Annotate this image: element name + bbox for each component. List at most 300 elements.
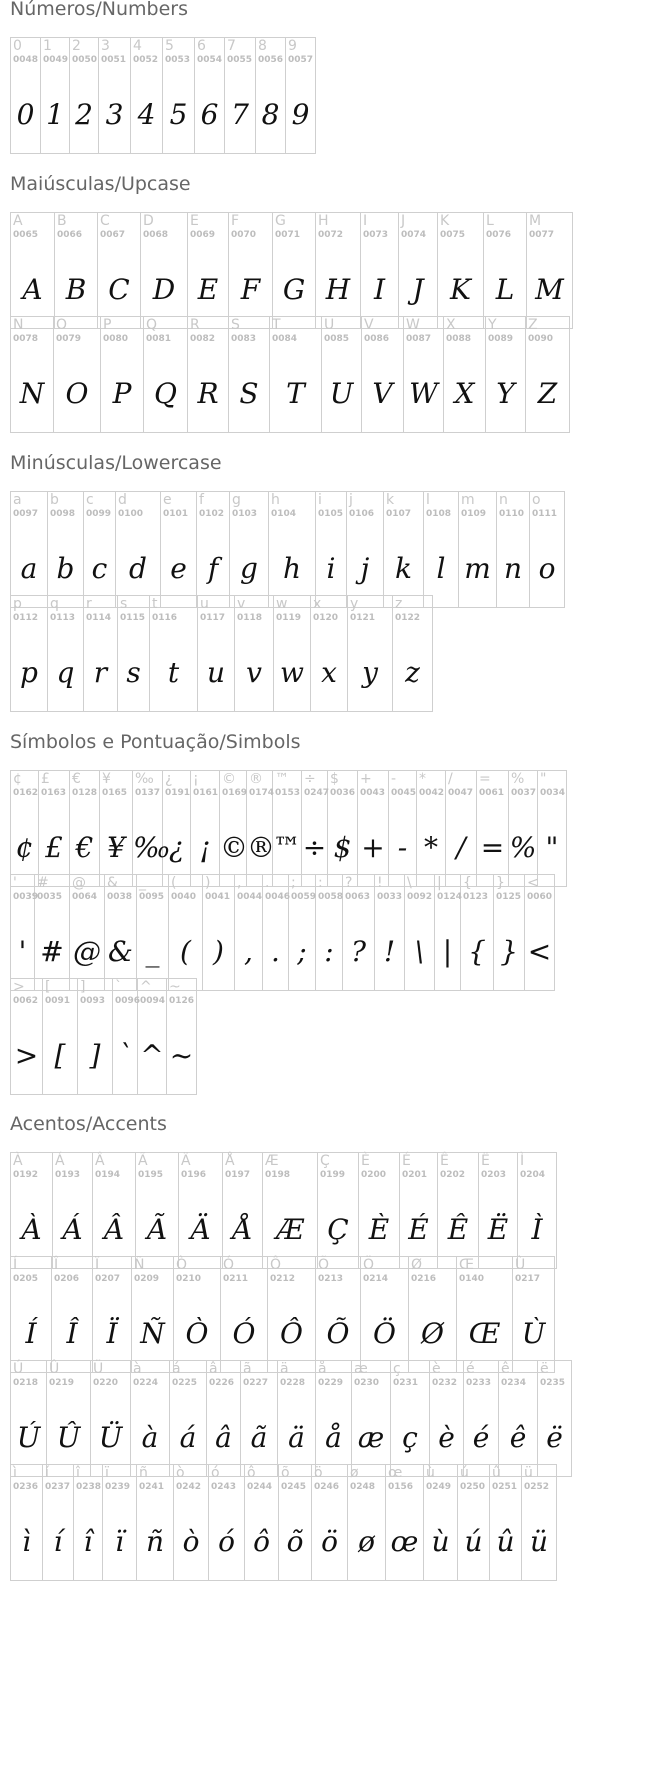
- glyph-code-label: 0214: [363, 1274, 389, 1284]
- glyph-code-label: 0246: [314, 1482, 340, 1492]
- glyph-character-label: k: [386, 492, 395, 508]
- glyph-sample: ~: [169, 1039, 194, 1072]
- glyph-sample: ]: [89, 1039, 101, 1072]
- glyph-cell: [477, 771, 509, 886]
- glyph-sample: I: [373, 273, 386, 306]
- glyph-code-label: 0111: [532, 509, 558, 519]
- glyph-code-label: 0039: [13, 892, 39, 902]
- glyph-cell: [11, 213, 55, 328]
- glyph-code-label: 0199: [320, 1170, 346, 1180]
- glyph-cell: [179, 1153, 223, 1268]
- glyph-character-label: G: [275, 213, 286, 229]
- glyph-sample: Ô: [280, 1317, 303, 1350]
- glyph-sample: 2: [75, 98, 93, 131]
- glyph-sample: y: [362, 656, 378, 689]
- glyph-character-label: (: [171, 875, 177, 891]
- glyph-character-label: Û: [49, 1361, 60, 1377]
- glyph-code-label: 0034: [540, 788, 566, 798]
- glyph-character-label: ê: [501, 1361, 510, 1377]
- glyph-character-label: Æ: [265, 1153, 279, 1169]
- glyph-cell: [113, 979, 141, 1094]
- glyph-character-label: ¿: [165, 771, 173, 787]
- glyph-code-label: 0169: [222, 788, 248, 798]
- glyph-sample: Á: [62, 1213, 83, 1246]
- glyph-character-label: ‰: [135, 771, 154, 787]
- glyph-sample: ,: [244, 935, 253, 968]
- glyph-sample: c: [91, 552, 108, 585]
- glyph-sample: ¥: [107, 831, 125, 864]
- glyph-cell: [70, 875, 105, 990]
- glyph-row: [10, 978, 197, 1095]
- glyph-code-label: 0227: [243, 1378, 269, 1388]
- glyph-character-label: l: [426, 492, 430, 508]
- glyph-character-label: õ: [281, 1465, 290, 1481]
- glyph-character-label: |: [437, 875, 442, 891]
- glyph-cell: [538, 771, 567, 886]
- glyph-cell: [316, 492, 347, 607]
- glyph-sample: ¿: [168, 831, 184, 864]
- glyph-character-label: S: [231, 317, 240, 333]
- glyph-character-label: =: [479, 771, 491, 787]
- glyph-cell: [274, 596, 311, 711]
- glyph-cell: [131, 38, 163, 153]
- glyph-row: [10, 770, 567, 887]
- glyph-code-label: 0120: [313, 613, 339, 623]
- glyph-sample: /: [456, 831, 466, 864]
- glyph-sample: ": [545, 831, 559, 864]
- glyph-character-label: ì: [13, 1465, 17, 1481]
- glyph-cell: [318, 1153, 359, 1268]
- glyph-character-label: ~: [169, 979, 181, 995]
- glyph-cell: [116, 492, 161, 607]
- glyph-cell: [316, 875, 343, 990]
- glyph-cell: [522, 1465, 557, 1580]
- glyph-row: [10, 874, 555, 991]
- glyph-cell: [430, 1361, 464, 1476]
- glyph-character-label: 7: [227, 38, 236, 54]
- glyph-sample: €: [75, 831, 94, 864]
- glyph-character-label: ï: [105, 1465, 109, 1481]
- glyph-cell: [132, 1257, 174, 1372]
- glyph-sample: ö: [321, 1525, 338, 1558]
- glyph-character-label: á: [172, 1361, 181, 1377]
- glyph-character-label: ): [205, 875, 211, 891]
- section-title: Maiúsculas/Upcase: [10, 173, 191, 195]
- glyph-code-label: 0095: [139, 892, 165, 902]
- glyph-code-label: 0051: [101, 55, 127, 65]
- glyph-code-label: 0097: [13, 509, 39, 519]
- glyph-code-label: 0061: [479, 788, 505, 798]
- glyph-code-label: 0229: [318, 1378, 344, 1388]
- glyph-cell: [241, 1361, 278, 1476]
- glyph-code-label: 0053: [165, 55, 191, 65]
- glyph-code-label: 0237: [45, 1482, 71, 1492]
- section-title: Números/Numbers: [10, 0, 188, 20]
- glyph-code-label: 0243: [211, 1482, 237, 1492]
- glyph-sample: a: [20, 552, 38, 585]
- glyph-cell: [188, 213, 229, 328]
- glyph-sample: 9: [291, 98, 310, 131]
- glyph-code-label: 0244: [247, 1482, 273, 1492]
- glyph-character-label: œ: [388, 1465, 403, 1481]
- glyph-character-label: .: [265, 875, 270, 891]
- glyph-code-label: 0089: [488, 334, 514, 344]
- glyph-character-label: N: [13, 317, 24, 333]
- glyph-character-label: í: [45, 1465, 49, 1481]
- glyph-cell: [11, 979, 43, 1094]
- glyph-cell: [35, 875, 70, 990]
- glyph-cell: [278, 1361, 316, 1476]
- glyph-code-label: 0207: [95, 1274, 121, 1284]
- glyph-character-label: i: [318, 492, 322, 508]
- glyph-character-label: s: [120, 596, 128, 612]
- glyph-sample: Ú: [16, 1421, 41, 1454]
- glyph-code-label: 0101: [163, 509, 189, 519]
- glyph-character-label: #: [37, 875, 49, 891]
- glyph-row: [10, 595, 433, 712]
- glyph-cell: [405, 875, 435, 990]
- glyph-sample: B: [65, 273, 87, 306]
- glyph-sample: ñ: [145, 1525, 165, 1558]
- glyph-cell: [100, 771, 133, 886]
- glyph-cell: [263, 1153, 318, 1268]
- glyph-character-label: 9: [288, 38, 297, 54]
- glyph-cell: [269, 492, 316, 607]
- glyph-sample: ¡: [199, 831, 211, 864]
- glyph-sample: È: [368, 1213, 390, 1246]
- glyph-sample: ó: [218, 1525, 235, 1558]
- glyph-character-label: ¡: [193, 771, 199, 787]
- glyph-cell: [347, 492, 384, 607]
- glyph-sample: .: [271, 935, 280, 968]
- glyph-sample: Ù: [521, 1317, 546, 1350]
- glyph-code-label: 0099: [86, 509, 112, 519]
- glyph-character-label: *: [419, 771, 426, 787]
- glyph-character-label: 3: [101, 38, 110, 54]
- glyph-character-label: Ã: [138, 1153, 148, 1169]
- glyph-code-label: 0123: [463, 892, 489, 902]
- glyph-cell: [386, 1465, 424, 1580]
- glyph-sample: Y: [496, 377, 515, 410]
- glyph-cell: [527, 213, 573, 328]
- glyph-cell: [229, 213, 273, 328]
- glyph-cell: [393, 596, 433, 711]
- glyph-sample: e: [170, 552, 187, 585]
- glyph-row: [10, 491, 565, 608]
- glyph-cell: [105, 875, 137, 990]
- glyph-character-label: ,: [237, 875, 242, 891]
- glyph-cell: [70, 38, 99, 153]
- glyph-code-label: 0045: [391, 788, 417, 798]
- glyph-sample: :: [324, 935, 334, 968]
- glyph-sample: h: [282, 552, 302, 585]
- glyph-cell: [263, 875, 289, 990]
- glyph-character-label: 5: [165, 38, 174, 54]
- glyph-cell: [273, 213, 316, 328]
- glyph-code-label: 0224: [133, 1378, 159, 1388]
- glyph-sample: £: [45, 831, 63, 864]
- glyph-code-label: 0086: [364, 334, 390, 344]
- glyph-character-label: ë: [540, 1361, 549, 1377]
- glyph-cell: [235, 875, 263, 990]
- glyph-code-label: 0076: [486, 230, 512, 240]
- glyph-character-label: Ë: [481, 1153, 490, 1169]
- glyph-character-label: r: [86, 596, 92, 612]
- glyph-character-label: L: [486, 213, 494, 229]
- glyph-code-label: 0128: [72, 788, 98, 798]
- glyph-sample: 8: [261, 98, 280, 131]
- glyph-cell: [144, 317, 188, 432]
- glyph-cell: [270, 317, 322, 432]
- glyph-character-label: ú: [460, 1465, 469, 1481]
- glyph-code-label: 0043: [360, 788, 386, 798]
- glyph-sample: í: [53, 1525, 63, 1558]
- glyph-code-label: 0059: [291, 892, 317, 902]
- glyph-character-label: ö: [314, 1465, 323, 1481]
- glyph-character-label: >: [13, 979, 25, 995]
- glyph-character-label: 8: [258, 38, 267, 54]
- glyph-cell: [93, 1153, 136, 1268]
- glyph-code-label: 0062: [13, 996, 39, 1006]
- glyph-code-label: 0063: [345, 892, 371, 902]
- glyph-character-label: -: [391, 771, 397, 787]
- glyph-sample: Ò: [185, 1317, 209, 1350]
- glyph-sample: Ó: [232, 1317, 256, 1350]
- glyph-code-label: 0210: [176, 1274, 202, 1284]
- glyph-cell: [98, 213, 141, 328]
- glyph-code-label: 0057: [288, 55, 314, 65]
- glyph-character-label: Ö: [363, 1257, 375, 1273]
- glyph-cell: [322, 317, 362, 432]
- glyph-character-label: ÷: [304, 771, 316, 787]
- glyph-code-label: 0212: [270, 1274, 296, 1284]
- glyph-code-label: 0070: [231, 230, 257, 240]
- glyph-sample: ^: [140, 1039, 164, 1072]
- glyph-sample: i: [326, 552, 336, 585]
- glyph-character-label: ™: [275, 771, 289, 787]
- glyph-code-label: 0085: [324, 334, 350, 344]
- glyph-code-label: 0068: [143, 230, 169, 240]
- glyph-cell: [136, 1153, 179, 1268]
- glyph-sample: è: [438, 1421, 455, 1454]
- glyph-sample: p: [20, 656, 38, 689]
- glyph-sample: Ë: [487, 1213, 509, 1246]
- glyph-code-label: 0084: [272, 334, 298, 344]
- glyph-character-label: E: [190, 213, 199, 229]
- glyph-cell: [348, 1465, 386, 1580]
- glyph-cell: [538, 1361, 572, 1476]
- glyph-cell: [209, 1465, 245, 1580]
- glyph-character-label: e: [163, 492, 172, 508]
- glyph-code-label: 0162: [13, 788, 39, 798]
- glyph-code-label: 0235: [540, 1378, 566, 1388]
- glyph-cell: [48, 596, 84, 711]
- glyph-code-label: 0093: [80, 996, 106, 1006]
- glyph-cell: [221, 1257, 268, 1372]
- glyph-character-label: ç: [393, 1361, 401, 1377]
- glyph-code-label: 0125: [496, 892, 522, 902]
- glyph-code-label: 0198: [265, 1170, 291, 1180]
- glyph-character-label: _: [139, 875, 146, 891]
- glyph-sample: *: [424, 831, 438, 864]
- glyph-code-label: 0196: [181, 1170, 207, 1180]
- section-title: Acentos/Accents: [10, 1113, 167, 1135]
- glyph-cell: [163, 771, 191, 886]
- glyph-sample: ?: [350, 935, 366, 968]
- section-title: Minúsculas/Lowercase: [10, 452, 222, 474]
- glyph-cell: [358, 771, 389, 886]
- glyph-code-label: 0058: [318, 892, 344, 902]
- glyph-cell: [197, 492, 230, 607]
- glyph-cell: [484, 213, 527, 328]
- glyph-cell: [384, 492, 424, 607]
- glyph-cell: [11, 771, 39, 886]
- glyph-sample: ù: [431, 1525, 450, 1558]
- glyph-character-label: ": [540, 771, 547, 787]
- glyph-character-label: a: [13, 492, 22, 508]
- glyph-sample: É: [408, 1213, 429, 1246]
- glyph-code-label: 0052: [133, 55, 159, 65]
- glyph-character-label: Ú: [13, 1361, 24, 1377]
- glyph-cell: [137, 1465, 174, 1580]
- glyph-cell: [43, 979, 78, 1094]
- glyph-cell: [435, 875, 461, 990]
- glyph-code-label: 0192: [13, 1170, 39, 1180]
- glyph-character-label: É: [402, 1153, 411, 1169]
- glyph-code-label: 0067: [100, 230, 126, 240]
- glyph-character-label: {: [463, 875, 472, 891]
- glyph-character-label: Ò: [176, 1257, 188, 1273]
- glyph-code-label: 0217: [515, 1274, 541, 1284]
- glyph-cell: [84, 492, 116, 607]
- glyph-sample: =: [480, 831, 505, 864]
- glyph-sample: ò: [182, 1525, 200, 1558]
- glyph-code-label: 0195: [138, 1170, 164, 1180]
- glyph-code-label: 0048: [13, 55, 39, 65]
- glyph-code-label: 0121: [350, 613, 376, 623]
- section-title: Símbolos e Pontuação/Simbols: [10, 731, 301, 753]
- glyph-row: [10, 1152, 557, 1269]
- glyph-sample: Ü: [98, 1421, 123, 1454]
- glyph-code-label: 0206: [54, 1274, 80, 1284]
- glyph-sample: D: [152, 273, 176, 306]
- glyph-character-label: f: [199, 492, 204, 508]
- glyph-cell: [286, 38, 316, 153]
- glyph-cell: [207, 1361, 241, 1476]
- glyph-character-label: ': [13, 875, 17, 891]
- glyph-cell: [161, 492, 197, 607]
- glyph-sample: $: [333, 831, 352, 864]
- glyph-sample: [: [54, 1039, 66, 1072]
- glyph-cell: [70, 771, 100, 886]
- glyph-character-label: ó: [211, 1465, 220, 1481]
- glyph-cell: [486, 317, 526, 432]
- glyph-character-label: `: [115, 979, 122, 995]
- glyph-code-label: 0105: [318, 509, 344, 519]
- glyph-cell: [167, 979, 197, 1094]
- glyph-cell: [195, 38, 225, 153]
- glyph-character-label: ô: [247, 1465, 256, 1481]
- glyph-cell: [220, 771, 247, 886]
- glyph-code-label: 0230: [354, 1378, 380, 1388]
- glyph-code-label: 0203: [481, 1170, 507, 1180]
- glyph-cell: [409, 1257, 457, 1372]
- glyph-code-label: 0252: [524, 1482, 550, 1492]
- glyph-cell: [530, 492, 565, 607]
- glyph-code-label: 0126: [169, 996, 195, 1006]
- glyph-cell: [494, 875, 525, 990]
- glyph-character-label: K: [440, 213, 450, 229]
- glyph-sample: å: [325, 1421, 342, 1454]
- glyph-cell: [525, 875, 555, 990]
- glyph-code-label: 0079: [56, 334, 82, 344]
- glyph-character-label: <: [527, 875, 539, 891]
- glyph-cell: [312, 1465, 348, 1580]
- glyph-cell: [497, 492, 530, 607]
- glyph-character-label: ã: [243, 1361, 252, 1377]
- glyph-sample: ú: [464, 1525, 483, 1558]
- glyph-cell: [268, 1257, 316, 1372]
- glyph-sample: 5: [169, 98, 188, 131]
- glyph-cell: [328, 771, 358, 886]
- glyph-code-label: 0092: [407, 892, 433, 902]
- glyph-character-label: $: [330, 771, 339, 787]
- glyph-character-label: v: [237, 596, 246, 612]
- glyph-code-label: 0174: [249, 788, 275, 798]
- glyph-sample: q: [56, 656, 75, 689]
- glyph-cell: [78, 979, 113, 1094]
- glyph-code-label: 0040: [171, 892, 197, 902]
- glyph-cell: [458, 1465, 490, 1580]
- glyph-character-label: U: [324, 317, 335, 333]
- glyph-code-label: 0047: [448, 788, 474, 798]
- glyph-code-label: 0140: [459, 1274, 485, 1284]
- glyph-sample: Ì: [531, 1213, 543, 1246]
- glyph-sample: ï: [115, 1525, 124, 1558]
- glyph-sample: Ø: [421, 1317, 444, 1350]
- glyph-sample: s: [126, 656, 141, 689]
- glyph-character-label: Á: [55, 1153, 65, 1169]
- glyph-code-label: 0218: [13, 1378, 39, 1388]
- glyph-code-label: 0238: [76, 1482, 102, 1492]
- glyph-code-label: 0102: [199, 509, 225, 519]
- glyph-code-label: 0108: [426, 509, 452, 519]
- glyph-cell: [446, 771, 477, 886]
- glyph-cell: [464, 1361, 499, 1476]
- glyph-sample: Í: [25, 1317, 37, 1350]
- glyph-character-label: Î: [54, 1257, 59, 1273]
- glyph-sample: o: [538, 552, 556, 585]
- glyph-character-label: R: [190, 317, 200, 333]
- glyph-character-label: w: [276, 596, 288, 612]
- glyph-cell: [518, 1153, 557, 1268]
- glyph-character-label: é: [466, 1361, 475, 1377]
- glyph-sample: ä: [288, 1421, 305, 1454]
- glyph-sample: Œ: [468, 1317, 501, 1350]
- glyph-sample: Â: [103, 1213, 125, 1246]
- glyph-code-label: 0153: [275, 788, 301, 798]
- glyph-sample: æ: [357, 1421, 385, 1454]
- glyph-cell: [352, 1361, 391, 1476]
- glyph-cell: [11, 596, 48, 711]
- glyph-code-label: 0106: [349, 509, 375, 519]
- glyph-sample: à: [141, 1421, 159, 1454]
- glyph-character-label: x: [313, 596, 322, 612]
- glyph-character-label: &: [107, 875, 118, 891]
- glyph-character-label: ¢: [13, 771, 22, 787]
- glyph-character-label: Ø: [411, 1257, 423, 1273]
- glyph-code-label: 0087: [406, 334, 432, 344]
